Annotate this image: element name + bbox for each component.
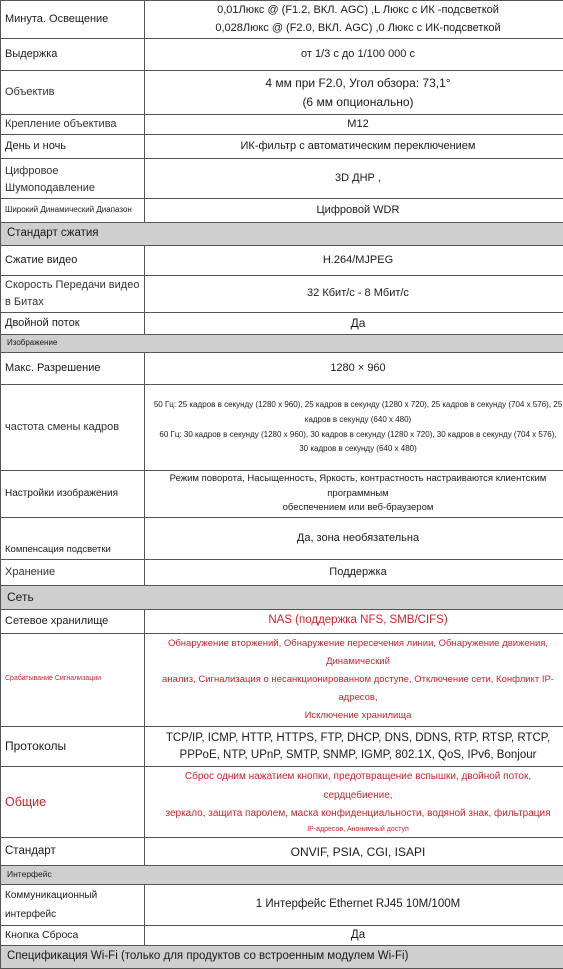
spec-value: M12 (145, 115, 563, 135)
spec-row-frame-rate (1, 385, 563, 471)
spec-key: Настройки изображения (1, 471, 145, 518)
value-line: TCP/IP, ICMP, HTTP, HTTPS, FTP, DHCP, DNS, DDNS, RTP, RTSP, RTCP, (149, 730, 563, 747)
spec-row-general (1, 767, 563, 838)
spec-value: ИК-фильтр с автоматическим переключением (145, 135, 563, 159)
section-compression (1, 223, 563, 246)
spec-row-protocols (1, 727, 563, 767)
spec-value (145, 767, 563, 838)
spec-row-storage (1, 560, 563, 586)
spec-row-video-compression (1, 245, 563, 275)
spec-key: Общие (1, 767, 145, 838)
spec-key: Выдержка (1, 39, 145, 71)
value-line: Исключение хранилища (149, 707, 563, 725)
spec-key: Стандарт (1, 838, 145, 866)
spec-key: Макс. Разрешение (1, 353, 145, 385)
section-title: Интерфейс (1, 866, 563, 884)
section-interface (1, 866, 563, 884)
value-line: зеркало, защита паролем, маска конфиденциальности, водяной знак, фильтрация (149, 805, 563, 824)
spec-key: Широкий Динамический Диапазон (1, 199, 145, 223)
value-line: анализ, Сигнализация о несанкционированном доступе, Отключение сети, Конфликт IP-адресов, (149, 671, 563, 707)
spec-row-bitrate (1, 275, 563, 312)
spec-key: частота смены кадров (1, 385, 145, 471)
spec-row-day-night (1, 135, 563, 159)
value-line: 4 мм при F2.0, Угол обзора: 73,1° (149, 74, 563, 93)
spec-key: Минута. Освещение (1, 1, 145, 39)
spec-value: ONVIF, PSIA, CGI, ISAPI (145, 838, 563, 866)
spec-key: Протоколы (1, 727, 145, 767)
value-line: (6 мм опционально) (149, 93, 563, 112)
value-line: обеспечением или веб-браузером (149, 501, 563, 516)
spec-row-reset-button (1, 925, 563, 946)
spec-row-max-resolution (1, 353, 563, 385)
spec-key: Объектив (1, 71, 145, 115)
spec-value: NAS (поддержка NFS, SMB/CIFS) (145, 609, 563, 633)
value-line: 0,01Люкс @ (F1.2, ВКЛ. AGC) ,L Люкс с ИК -подсветкой (149, 2, 563, 19)
section-title: Стандарт сжатия (1, 223, 563, 246)
spec-key: Компенсация подсветки (1, 518, 145, 560)
spec-row-lens (1, 71, 563, 115)
spec-key: День и ночь (1, 135, 145, 159)
spec-value: Да, зона необязательна (145, 518, 563, 560)
spec-row-network-storage (1, 609, 563, 633)
spec-value: Да (145, 925, 563, 946)
section-title: Спецификация Wi-Fi (только для продуктов со встроенным модулем Wi-Fi) (1, 946, 563, 969)
spec-value: Цифровой WDR (145, 199, 563, 223)
value-line: IP-адресов, Анонимный доступ (149, 824, 563, 837)
spec-row-min-illumination (1, 1, 563, 39)
value-line: 30 кадров в секунду (640 x 480) (149, 442, 563, 457)
spec-row-wdr (1, 199, 563, 223)
spec-key: Двойной поток (1, 313, 145, 335)
spec-value: H.264/MJPEG (145, 245, 563, 275)
section-image (1, 335, 563, 353)
spec-key: Срабатывание Сигнализации (1, 633, 145, 726)
spec-value (145, 633, 563, 726)
spec-value: Поддержка (145, 560, 563, 586)
spec-row-dual-stream (1, 313, 563, 335)
value-line: PPPoE, NTP, UPnP, SMTP, SNMP, IGMP, 802.1X, QoS, IPv6, Bonjour (149, 747, 563, 764)
value-line: 60 Гц: 30 кадров в секунду (1280 x 960), 30 кадров в секунду (1280 x 720), 30 кадров в секунду (704 x 576), (149, 428, 563, 443)
spec-value (145, 1, 563, 39)
spec-value (145, 471, 563, 518)
spec-key: Коммуникационный интерфейс (1, 884, 145, 925)
spec-key: Скорость Передачи видео в Битах (1, 275, 145, 312)
spec-row-image-settings (1, 471, 563, 518)
spec-key: Цифровое Шумоподавление (1, 159, 145, 199)
section-network (1, 586, 563, 610)
value-line: 0,028Люкс @ (F2.0, ВКЛ. AGC) ,0 Люкс с ИК-подсветкой (149, 20, 563, 37)
section-wifi (1, 946, 563, 969)
spec-value: от 1/3 с до 1/100 000 с (145, 39, 563, 71)
spec-row-backlight (1, 518, 563, 560)
spec-key: Сжатие видео (1, 245, 145, 275)
spec-key: Сетевое хранилище (1, 609, 145, 633)
spec-value (145, 385, 563, 471)
spec-row-alarm-trigger (1, 633, 563, 726)
spec-row-noise-reduction (1, 159, 563, 199)
spec-value: Да (145, 313, 563, 335)
spec-row-lens-mount (1, 115, 563, 135)
spec-row-shutter (1, 39, 563, 71)
section-title: Изображение (1, 335, 563, 353)
spec-value: 1280 × 960 (145, 353, 563, 385)
spec-value (145, 71, 563, 115)
value-line: Обнаружение вторжений, Обнаружение пересечения линии, Обнаружение движения, Динамический (149, 635, 563, 671)
value-line: Сброс одним нажатием кнопки, предотвращение вспышки, двойной поток, сердцебиение, (149, 768, 563, 805)
spec-key: Кнопка Сброса (1, 925, 145, 946)
value-line: Режим поворота, Насыщенность, Яркость, контрастность настраиваются клиентским программным (149, 472, 563, 501)
spec-value: 32 Кбит/с - 8 Мбит/с (145, 275, 563, 312)
spec-row-comm-interface (1, 884, 563, 925)
spec-row-standard (1, 838, 563, 866)
value-line: 50 Гц: 25 кадров в секунду (1280 x 960), 25 кадров в секунду (1280 x 720), 25 кадров в секунду (704 x 576), 25 кадров в секунду (640 x 480) (149, 398, 563, 428)
spec-key: Хранение (1, 560, 145, 586)
spec-value: 1 Интерфейс Ethernet RJ45 10M/100M (145, 884, 563, 925)
spec-key: Крепление объектива (1, 115, 145, 135)
section-title: Сеть (1, 586, 563, 610)
spec-value (145, 727, 563, 767)
spec-value: 3D ДНР , (145, 159, 563, 199)
